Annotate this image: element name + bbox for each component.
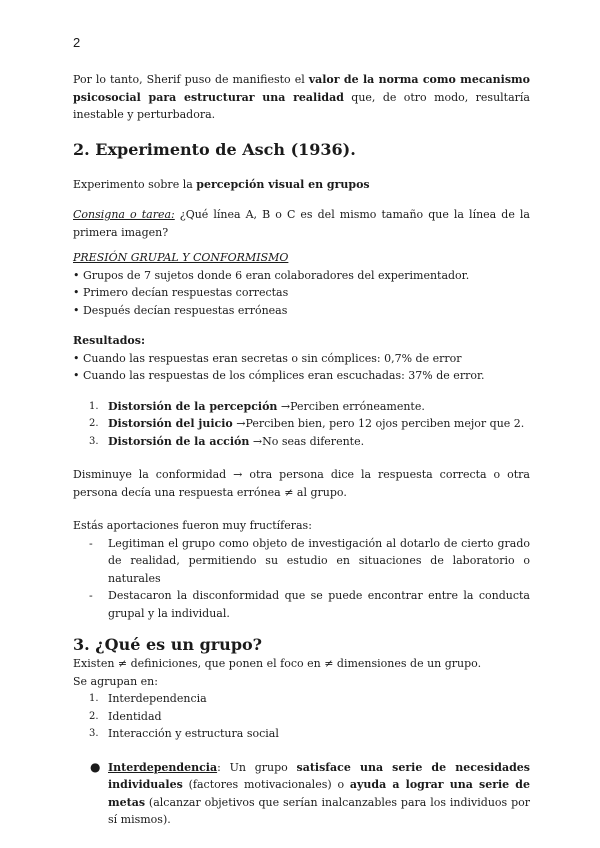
dimension-list [73, 690, 530, 743]
list-item: • Grupos de 7 sujetos donde 6 eran colaboradores del experimentador. [73, 268, 470, 282]
list-item: 3. Interacción y estructura social [89, 727, 279, 740]
list-item: • Primero decían respuestas correctas [73, 286, 289, 299]
consigna-paragraph: Consigna o tarea: ¿Qué línea A, B o C es del mismo tamaño que la línea de la primera imagen? [73, 208, 530, 239]
list-item: 2. Identidad [89, 709, 162, 723]
grouping-line: Se agrupan en: [73, 674, 158, 688]
list-item: 1. Distorsión de la percepción →Perciben erróneamente. [89, 399, 425, 413]
aportaciones-intro: Estás aportaciones fueron muy fructíferas: [73, 519, 312, 532]
list-item: - Legitiman el grupo como objeto de investigación al dotarlo de cierto grado de realidad, permitiendo su estudio en situaciones de laboratorio o naturales [89, 536, 530, 585]
resultados-list [73, 350, 530, 385]
presion-heading: PRESIÓN GRUPAL Y CONFORMISMO [73, 251, 289, 264]
list-item: • Cuando las respuestas de los cómplices eran escuchadas: 37% de error. [73, 369, 485, 382]
list-item: • Después decían respuestas erróneas [73, 303, 288, 317]
aportaciones-list [73, 535, 530, 623]
section2-heading: 2. Experimento de Asch (1936). [73, 139, 356, 159]
distortion-list [73, 398, 530, 451]
list-item: • Cuando las respuestas eran secretas o sin cómplices: 0,7% de error [73, 351, 462, 365]
list-item: - Destacaron la disconformidad que se puede encontrar entre la conducta grupal y la individual. [89, 589, 530, 620]
experiment-lead: Experimento sobre la percepción visual en grupos [73, 177, 370, 191]
list-item: 3. Distorsión de la acción →No seas diferente. [89, 434, 365, 448]
list-item: 1. Interdependencia [89, 692, 207, 705]
consigna-label: Consigna o tarea: [73, 208, 175, 221]
list-item: 2. Distorsión del juicio →Perciben bien, pero 12 ojos perciben mejor que 2. [89, 417, 525, 430]
presion-list [73, 267, 530, 320]
section3-heading: 3. ¿Qué es un grupo? [73, 635, 263, 654]
resultados-heading: Resultados: [73, 334, 145, 347]
intro-bold: valor de la norma como mecanismo psicosocial para estructurar una realidad [73, 73, 530, 104]
interdependencia-paragraph: ● Interdependencia: Un grupo satisface una serie de necesidades individuales (factores motivacionales) o ayuda a lograr una serie de metas (alcanzar objetivos que serían inalcanzables para los individuos por sí mismos). [90, 759, 530, 826]
document-body [73, 71, 530, 829]
interdependencia-label: Interdependencia [108, 760, 218, 774]
page-number: 2 [73, 35, 81, 50]
intro-paragraph: Por lo tanto, Sherif puso de manifiesto el valor de la norma como mecanismo psicosocial para estructurar una realidad que, de otro modo, resultaría inestable y perturbadora. [73, 73, 530, 121]
conformidad-paragraph: Disminuye la conformidad → otra persona dice la respuesta correcta o otra persona decía una respuesta errónea ≠ al grupo. [73, 468, 530, 499]
definitions-line: Existen ≠ definiciones, que ponen el foco en ≠ dimensiones de un grupo. [73, 657, 482, 670]
bullet-icon: ● [90, 759, 101, 774]
